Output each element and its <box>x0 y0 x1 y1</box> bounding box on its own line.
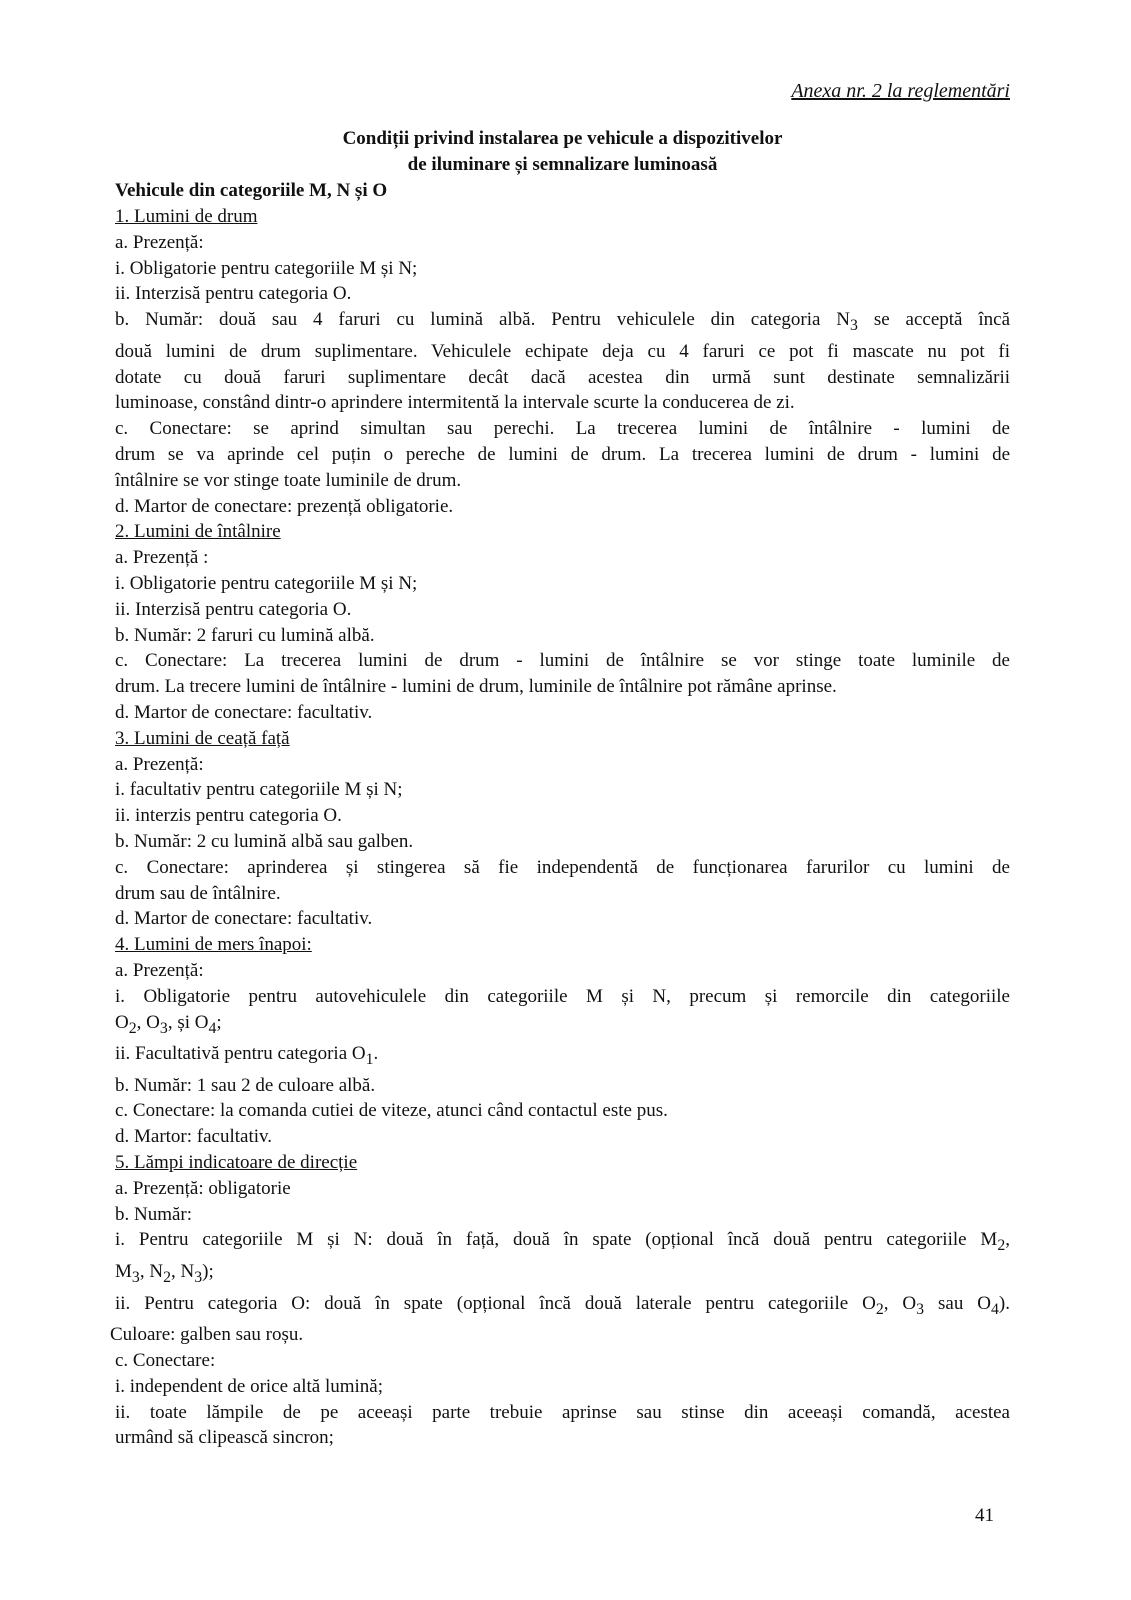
section-heading-2 <box>115 519 1010 545</box>
s3-a: a. Prezență: <box>115 753 204 775</box>
s5-b-i-line1 <box>115 1227 1010 1259</box>
s3-a-ii: ii. interzis pentru categoria O. <box>115 805 342 827</box>
document-title <box>115 126 1010 178</box>
section-heading-text: 1. Lumini de drum <box>115 206 258 227</box>
document-page <box>110 78 1010 1451</box>
section-heading-3 <box>115 726 1010 752</box>
s5-c-ii-line1: ii. toate lămpile de pe aceeași parte trebuie aprinse sau stinse din aceeași comandă, acestea <box>115 1401 1010 1423</box>
s1-c-line3: întâlnire se vor stinge toate luminile de drum. <box>115 469 462 491</box>
text: ii. Pentru categoria O: două în spate (opțional încă două laterale pentru categoriile O <box>115 1292 876 1314</box>
s1-b-line3: dotate cu două faruri suplimentare decât dacă acestea din urmă sunt destinate semnalizării <box>115 366 1010 388</box>
s1-b-line1 <box>115 307 1010 339</box>
s1-c-line2: drum se va aprinde cel puțin o pereche de lumini de drum. La trecerea lumini de drum - lumini de <box>115 443 1010 465</box>
annex-reference: Anexa nr. 2 la reglementări <box>791 80 1010 102</box>
s5-c-ii-line2: urmând să clipească sincron; <box>115 1427 334 1449</box>
section-heading-text: 2. Lumini de întâlnire <box>115 521 281 543</box>
s4-a-i-line2 <box>115 1010 1010 1042</box>
text: , N <box>139 1261 164 1283</box>
section-heading-4 <box>115 932 1010 958</box>
section-heading-text: 5. Lămpi indicatoare de direcție <box>115 1152 358 1174</box>
text: . <box>373 1043 379 1065</box>
text: , <box>1005 1229 1010 1251</box>
subscript: 2 <box>163 1268 171 1286</box>
text: i. Pentru categoriile M și N: două în față, două în spate (opțional încă două pentru categoriile M <box>115 1229 998 1251</box>
s5-b: b. Număr: <box>115 1203 193 1225</box>
s1-b-line2: două lumini de drum suplimentare. Vehiculele echipate deja cu 4 faruri ce pot fi mascate nu pot fi <box>115 340 1010 362</box>
s2-d: d. Martor de conectare: facultativ. <box>115 701 373 723</box>
vehicle-categories-heading: Vehicule din categoriile M, N și O <box>115 180 388 201</box>
text: ; <box>216 1011 222 1033</box>
subscript: 3 <box>194 1268 203 1286</box>
s5-a: a. Prezență: obligatorie <box>115 1177 291 1199</box>
text: , și O <box>167 1011 209 1033</box>
document-body <box>110 204 1010 1451</box>
section-heading-text: 3. Lumini de ceață față <box>115 727 290 749</box>
text: b. Număr: două sau 4 faruri cu lumină albă. Pentru vehiculele din categoria N <box>115 309 851 331</box>
s1-c-line1: c. Conectare: se aprind simultan sau perechi. La trecerea lumini de întâlnire - lumini de <box>115 418 1010 440</box>
text: O <box>115 1011 129 1033</box>
s2-c-line1: c. Conectare: La trecerea lumini de drum - lumini de întâlnire se vor stinge toate luminile de <box>115 650 1010 672</box>
subscript: 2 <box>875 1300 884 1318</box>
text: ii. Facultativă pentru categoria O <box>115 1043 366 1065</box>
text: , N <box>170 1261 195 1283</box>
subscript: 2 <box>128 1019 137 1037</box>
s5-b-ii <box>115 1291 1010 1323</box>
s2-a: a. Prezență : <box>115 547 209 569</box>
s3-c-line2: drum sau de întâlnire. <box>115 882 281 904</box>
s4-c: c. Conectare: la comanda cutiei de viteze, atunci când contactul este pus. <box>115 1100 668 1122</box>
section-heading-1 <box>115 204 1010 230</box>
s2-b: b. Număr: 2 faruri cu lumină albă. <box>115 624 375 646</box>
s5-c: c. Conectare: <box>115 1350 216 1372</box>
s2-a-ii: ii. Interzisă pentru categoria O. <box>115 598 352 620</box>
s5-c-i: i. independent de orice altă lumină; <box>115 1375 384 1397</box>
s4-a-ii <box>115 1041 1010 1073</box>
subscript: 3 <box>159 1019 168 1037</box>
s4-a: a. Prezență: <box>115 959 204 981</box>
text: se acceptă încă <box>857 309 1010 331</box>
text: ). <box>998 1292 1010 1314</box>
subscript: 3 <box>131 1268 140 1286</box>
s3-a-i: i. facultativ pentru categoriile M și N; <box>115 779 403 801</box>
text: , O <box>883 1292 917 1314</box>
s1-d: d. Martor de conectare: prezență obligatorie. <box>115 495 454 517</box>
text: ); <box>202 1261 214 1283</box>
s3-b: b. Număr: 2 cu lumină albă sau galben. <box>115 830 414 852</box>
subscript: 1 <box>365 1050 374 1068</box>
s3-d: d. Martor de conectare: facultativ. <box>115 908 373 930</box>
s1-a-ii: ii. Interzisă pentru categoria O. <box>115 283 352 305</box>
s2-a-i: i. Obligatorie pentru categoriile M și N; <box>115 572 418 594</box>
section-heading-text: 4. Lumini de mers înapoi: <box>115 934 312 956</box>
page-number: 41 <box>975 1505 994 1526</box>
s4-a-i-line1: i. Obligatorie pentru autovehiculele din categoriile M și N, precum și remorcile din categoriile <box>115 985 1010 1007</box>
s5-color: Culoare: galben sau roșu. <box>110 1324 304 1346</box>
subscript: 4 <box>208 1019 217 1037</box>
text: sau O <box>924 1292 991 1314</box>
s4-d: d. Martor: facultativ. <box>115 1126 273 1148</box>
title-line-2: de iluminare și semnalizare luminoasă <box>407 154 718 175</box>
section-heading-5 <box>115 1150 1010 1176</box>
subscript: 3 <box>916 1300 925 1318</box>
s2-c-line2: drum. La trecere lumini de întâlnire - lumini de drum, luminile de întâlnire pot rămâne aprinse. <box>115 676 837 698</box>
s1-b-line4: luminoase, constând dintr-o aprindere intermitentă la intervale scurte la conducerea de zi. <box>115 392 795 414</box>
title-line-1: Condiții privind instalarea pe vehicule a dispozitivelor <box>342 128 783 149</box>
text: M <box>115 1261 132 1283</box>
s4-b: b. Număr: 1 sau 2 de culoare albă. <box>115 1074 376 1096</box>
s1-a-i: i. Obligatorie pentru categoriile M și N; <box>115 257 418 279</box>
s5-b-i-line2 <box>115 1259 1010 1291</box>
subscript: 4 <box>990 1300 999 1318</box>
text: , O <box>136 1011 160 1033</box>
s3-c-line1: c. Conectare: aprinderea și stingerea să fie independentă de funcționarea farurilor cu lumini de <box>115 856 1010 878</box>
subscript: 3 <box>850 316 858 334</box>
s1-a: a. Prezență: <box>115 231 204 253</box>
subscript: 2 <box>997 1237 1006 1255</box>
